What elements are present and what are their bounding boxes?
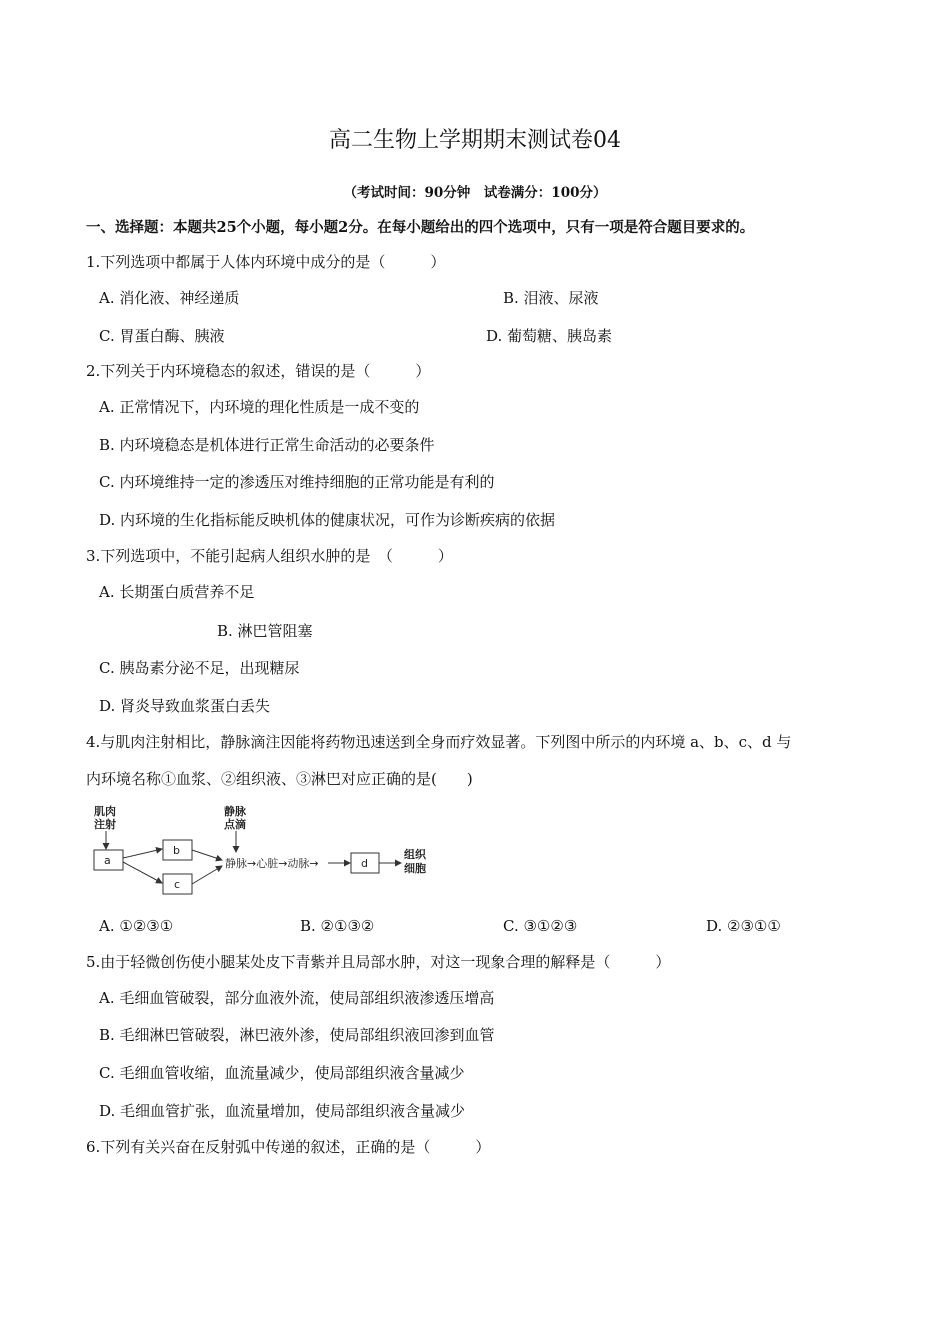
page-title: 高二生物上学期期末测试卷04 [329,128,621,153]
q1-option-a: A. 消化液、神经递质 [99,289,240,307]
iv-label-2: 点滴 [224,818,246,831]
arrow-a-to-c [123,862,162,883]
q5-option-a: A. 毛细血管破裂，部分血液外流，使局部组织液渗透压增高 [99,989,495,1007]
q4-stem-line2: 内环境名称①血浆、②组织液、③淋巴对应正确的是( ) [86,770,473,788]
q2-option-a: A. 正常情况下，内环境的理化性质是一成不变的 [99,398,420,416]
q4-option-b: B. ②①③② [300,917,375,935]
q3-option-b: B. 淋巴管阻塞 [217,622,313,640]
q5-option-c: C. 毛细血管收缩，血流量减少，使局部组织液含量减少 [99,1064,465,1082]
q1-option-d: D. 葡萄糖、胰岛素 [486,327,613,345]
q4-stem-line1: 4.与肌肉注射相比，静脉滴注因能将药物迅速送到全身而疗效显著。下列图中所示的内环境 a、b、c、d 与 [86,733,792,751]
q3-option-c: C. 胰岛素分泌不足，出现糖尿 [99,659,300,677]
box-c-label: c [174,878,181,891]
q2-option-d: D. 内环境的生化指标能反映机体的健康状况，可作为诊断疾病的依据 [99,511,556,529]
tissue-label-1: 组织 [404,848,426,861]
flow-diagram [88,800,438,900]
q1-option-c: C. 胃蛋白酶、胰液 [99,327,225,345]
q1-stem: 1.下列选项中都属于人体内环境中成分的是（ ） [86,253,446,271]
arrow-b-to-vein [192,850,222,860]
iv-label-1: 静脉 [224,805,246,818]
q2-option-c: C. 内环境维持一定的渗透压对维持细胞的正常功能是有利的 [99,473,495,491]
q3-option-a: A. 长期蛋白质营养不足 [99,583,255,601]
box-b-label: b [173,844,180,857]
flow-text: 静脉→心脏→动脉→ [225,857,319,870]
arrow-c-to-vein [192,866,222,884]
q1-option-b: B. 泪液、尿液 [503,289,599,307]
q3-option-d: D. 肾炎导致血浆蛋白丢失 [99,697,271,715]
muscle-label-2: 注射 [94,818,116,831]
box-d-label: d [361,857,368,870]
q5-stem: 5.由于轻微创伤使小腿某处皮下青紫并且局部水肿，对这一现象合理的解释是（ ） [86,953,671,971]
box-a-label: a [104,854,111,867]
q3-stem: 3.下列选项中，不能引起病人组织水肿的是 （ ） [86,547,453,565]
muscle-label-1: 肌肉 [94,805,116,818]
section-heading: 一、选择题：本题共25个小题，每小题2分。在每小题给出的四个选项中，只有一项是符合题目要求的。 [86,219,755,236]
q4-option-a: A. ①②③① [99,917,174,935]
q4-option-d: D. ②③①① [706,917,781,935]
q5-option-d: D. 毛细血管扩张，血流量增加，使局部组织液含量减少 [99,1102,466,1120]
q6-stem: 6.下列有关兴奋在反射弧中传递的叙述，正确的是（ ） [86,1138,491,1156]
q5-option-b: B. 毛细淋巴管破裂，淋巴液外渗，使局部组织液回渗到血管 [99,1026,495,1044]
exam-info: （考试时间：90分钟 试卷满分：100分） [343,185,607,201]
q4-option-c: C. ③①②③ [503,917,578,935]
q2-stem: 2.下列关于内环境稳态的叙述，错误的是（ ） [86,362,431,380]
arrow-a-to-b [123,849,162,858]
tissue-label-2: 细胞 [404,862,426,875]
q2-option-b: B. 内环境稳态是机体进行正常生命活动的必要条件 [99,436,435,454]
